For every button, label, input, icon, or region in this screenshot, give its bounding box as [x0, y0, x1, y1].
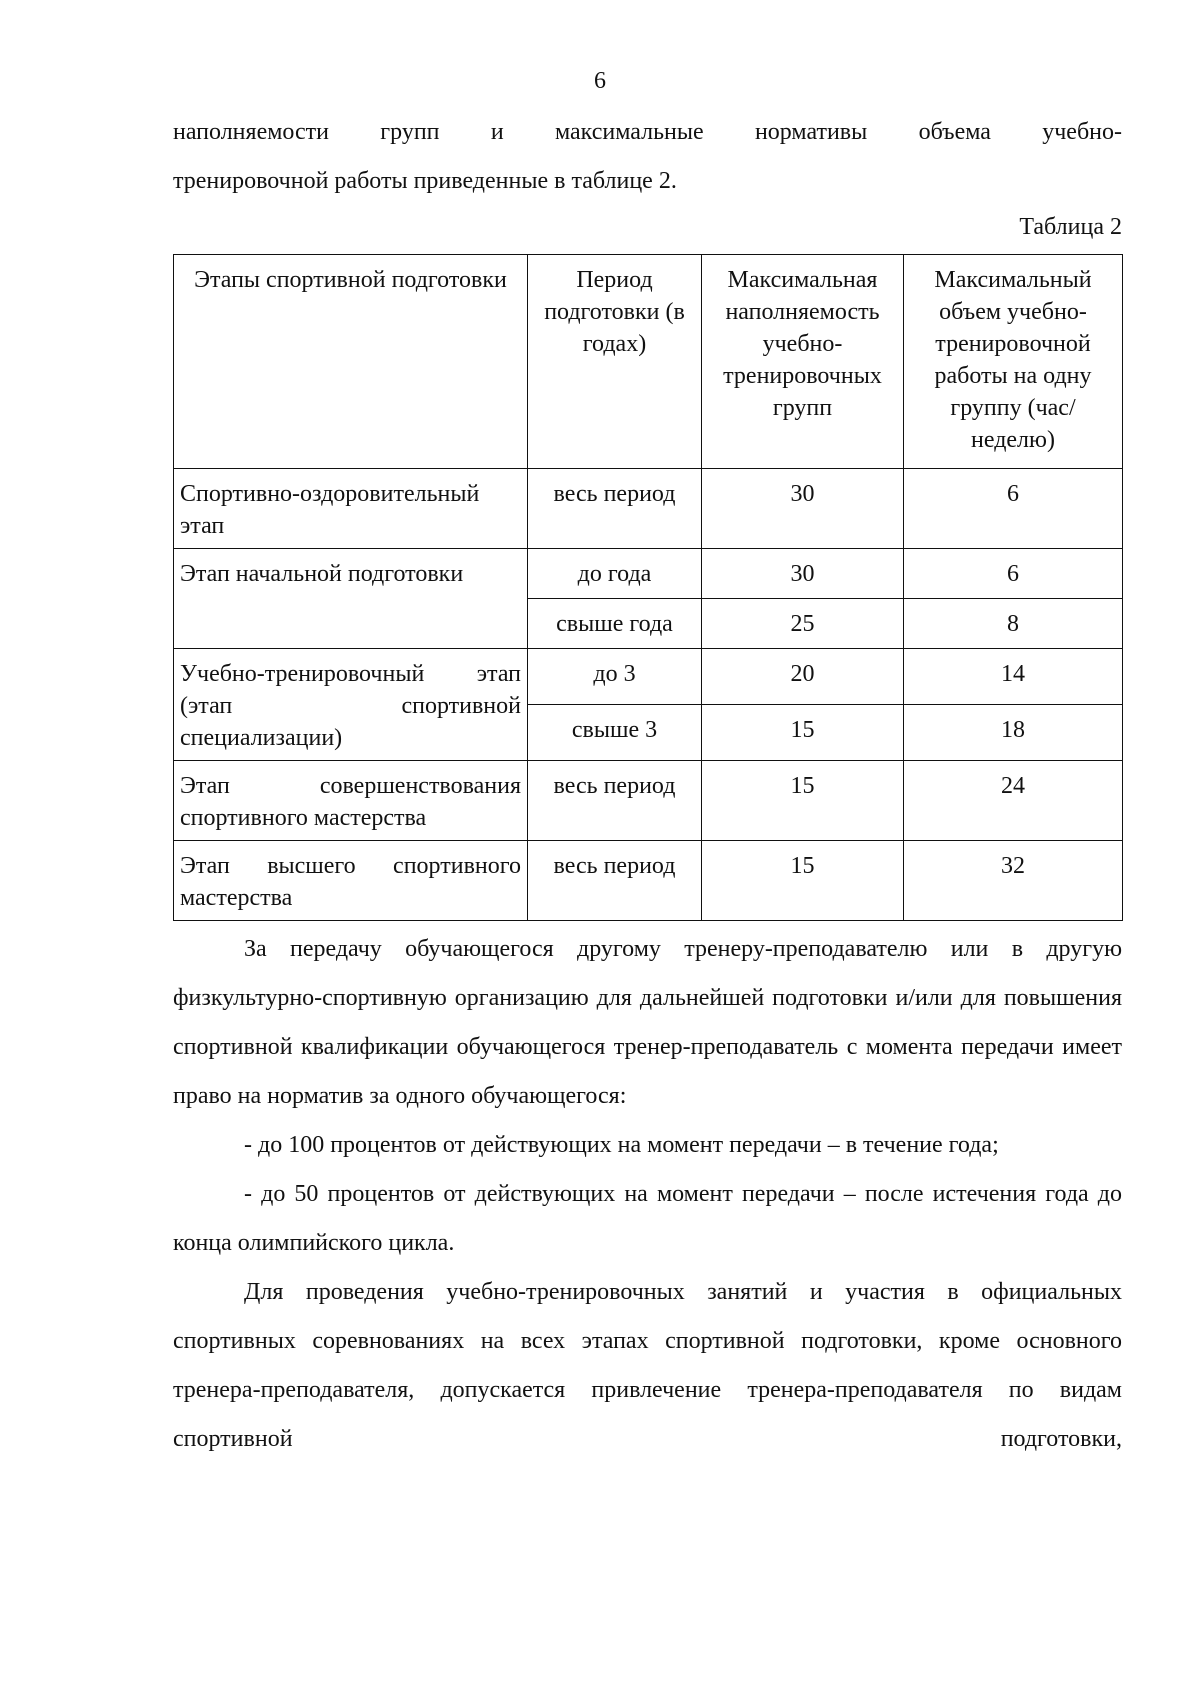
paragraph-transfer: За передачу обучающегося другому тренеру-преподавателю или в другую физкультурно-спортивную организацию для дальнейшей подготовки и/или для повышения спортивной квалификации обучающегося тренер-преподаватель с момента передачи имеет право на норматив за одного обучающегося: — [173, 936, 1122, 1109]
stage-name: Этап высшего спортивного мастерства — [174, 841, 528, 921]
hours-cell: 6 — [904, 549, 1123, 599]
period-cell: до года — [528, 549, 702, 599]
table-row — [174, 841, 1123, 921]
intro-line-2: тренировочной работы приведенные в таблице 2. — [173, 168, 677, 194]
capacity-cell: 15 — [702, 705, 904, 761]
period-cell: до 3 — [528, 649, 702, 705]
table-header-row — [174, 255, 1123, 469]
intro-line-1: наполняемости групп и максимальные нормативы объема учебно- — [173, 119, 1122, 145]
hours-cell: 32 — [904, 841, 1123, 921]
table-caption: Таблица 2 — [1019, 214, 1122, 240]
capacity-cell: 20 — [702, 649, 904, 705]
paragraph-additional-coach: Для проведения учебно-тренировочных занятий и участия в официальных спортивных соревнованиях на всех этапах спортивной подготовки, кроме основного тренера-преподавателя, допускается привлечение тренера-преподавателя по видам спортивной подготовки, — [173, 1279, 1122, 1452]
table-2 — [173, 254, 1123, 921]
stage-name: Этап совершенствования спортивного мастерства — [174, 761, 528, 841]
body-text — [173, 925, 1122, 1464]
stage-name: Спортивно-оздоровительный этап — [174, 469, 528, 549]
table-row — [174, 549, 1123, 599]
table-row — [174, 469, 1123, 549]
capacity-cell: 30 — [702, 549, 904, 599]
header-hours: Максимальный объем учебно-тренировочной работы на одну группу (час/неделю) — [904, 255, 1123, 469]
capacity-cell: 15 — [702, 841, 904, 921]
hours-cell: 24 — [904, 761, 1123, 841]
paragraph-100-percent: - до 100 процентов от действующих на момент передачи – в течение года; — [244, 1132, 999, 1158]
period-cell: весь период — [528, 469, 702, 549]
hours-cell: 6 — [904, 469, 1123, 549]
hours-cell: 8 — [904, 599, 1123, 649]
table-row — [174, 761, 1123, 841]
header-capacity: Максимальная наполняемость учебно-тренировочных групп — [702, 255, 904, 469]
capacity-cell: 25 — [702, 599, 904, 649]
header-stages: Этапы спортивной подготовки — [174, 255, 528, 469]
document-body — [173, 108, 1122, 1464]
stage-name: Этап начальной подготовки — [174, 549, 528, 649]
header-period: Период подготовки (в годах) — [528, 255, 702, 469]
period-cell: весь период — [528, 841, 702, 921]
period-cell: свыше года — [528, 599, 702, 649]
period-cell: весь период — [528, 761, 702, 841]
capacity-cell: 30 — [702, 469, 904, 549]
hours-cell: 14 — [904, 649, 1123, 705]
hours-cell: 18 — [904, 705, 1123, 761]
capacity-cell: 15 — [702, 761, 904, 841]
paragraph-50-percent: - до 50 процентов от действующих на момент передачи – после истечения года до конца олимпийского цикла. — [173, 1181, 1122, 1256]
period-cell: свыше 3 — [528, 705, 702, 761]
page-number: 6 — [594, 68, 606, 94]
table-row — [174, 649, 1123, 705]
stage-name: Учебно-тренировочный этап (этап спортивной специализации) — [174, 649, 528, 761]
